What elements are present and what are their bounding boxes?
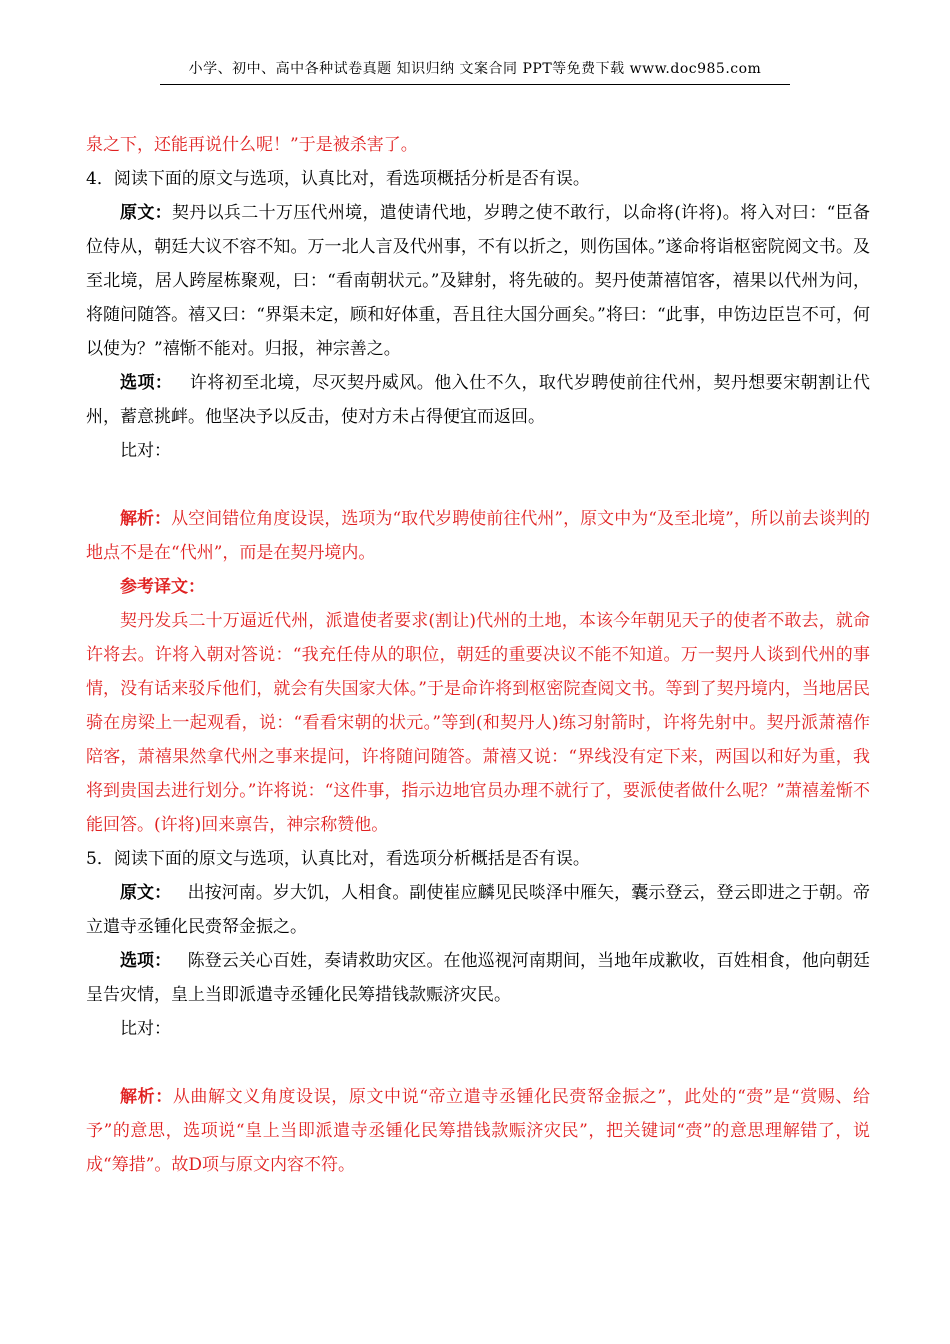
q5-analysis (86, 1080, 870, 1182)
document-body (86, 128, 870, 1182)
q4-original-label: 原文： (120, 203, 172, 223)
q5-original-label: 原文： (120, 883, 172, 903)
q4-compare-label: 比对： (120, 441, 171, 461)
q5-original (86, 876, 870, 944)
q4-original (86, 196, 870, 366)
header-divider (160, 84, 790, 85)
q5-analysis-text: 从曲解文义角度设误，原文中说“帝立遣寺丞锺化民赍帑金振之”，此处的“赍”是“赏赐、给予”的意思，选项说“皇上当即派遣寺丞锺化民筹措钱款赈济灾民”，把关键词“赍”的意思理解错了，说成“筹措”。故D项与原文内容不符。 (86, 1087, 871, 1175)
q4-option-text: 许将初至北境，尽灭契丹威风。他入仕不久，取代岁聘使前往代州，契丹想要宋朝割让代州，蓄意挑衅。他坚决予以反击，使对方未占得便宜而返回。 (86, 373, 871, 427)
q4-option (86, 366, 870, 434)
q5-title: 5．阅读下面的原文与选项，认真比对，看选项分析概括是否有误。 (86, 849, 590, 869)
q4-title: 4．阅读下面的原文与选项，认真比对，看选项概括分析是否有误。 (86, 169, 590, 189)
page-header: 小学、初中、高中各种试卷真题 知识归纳 文案合同 PPT等免费下载 www.doc985.com (188, 61, 762, 77)
q5-compare-label: 比对： (120, 1019, 171, 1039)
q5-option-text: 陈登云关心百姓，奏请救助灾区。在他巡视河南期间，当地年成歉收，百姓相食，他向朝廷呈告灾情，皇上当即派遣寺丞锺化民筹措钱款赈济灾民。 (86, 951, 871, 1005)
q4-translation-label: 参考译文： (120, 577, 205, 597)
q4-original-text: 契丹以兵二十万压代州境，遣使请代地，岁聘之使不敢行，以命将(许将)。将入对曰：“臣备位侍从，朝廷大议不容不知。万一北人言及代州事，不有以折之，则伤国体。”遂命将诣枢密院阅文书。及至北境，居人跨屋栋聚观，曰：“看南朝状元。”及肄射，将先破的。契丹使萧禧馆客，禧果以代州为问，将随问随答。禧又曰：“界渠未定，顾和好体重，吾且往大国分画矣。”将曰：“此事，申饬边臣岂不可，何以使为？”禧惭不能对。归报，神宗善之。 (86, 203, 870, 359)
q5-option-label: 选项： (120, 951, 172, 971)
q5-analysis-label: 解析： (120, 1087, 173, 1107)
q5-original-text: 出按河南。岁大饥，人相食。副使崔应麟见民啖泽中雁矢，囊示登云，登云即进之于朝。帝立遣寺丞锺化民赍帑金振之。 (86, 883, 871, 937)
continuation-text: 泉之下，还能再说什么呢！”于是被杀害了。 (86, 135, 418, 155)
q4-analysis-label: 解析： (120, 509, 172, 529)
q4-analysis (86, 502, 870, 570)
q4-analysis-text: 从空间错位角度设误，选项为“取代岁聘使前往代州”，原文中为“及至北境”，所以前去谈判的地点不是在“代州”，而是在契丹境内。 (86, 509, 871, 563)
q4-option-label: 选项： (120, 373, 173, 393)
q4-translation-text: 契丹发兵二十万逼近代州，派遣使者要求(割让)代州的土地，本该今年朝见天子的使者不敢去，就命许将去。许将入朝对答说：“我充任侍从的职位，朝廷的重要决议不能不知道。万一契丹人谈到代州的事情，没有话来驳斥他们，就会有失国家大体。”于是命许将到枢密院查阅文书。等到了契丹境内，当地居民骑在房梁上一起观看，说：“看看宋朝的状元。”等到(和契丹人)练习射箭时，许将先射中。契丹派萧禧作陪客，萧禧果然拿代州之事来提问，许将随问随答。萧禧又说：“界线没有定下来，两国以和好为重，我将到贵国去进行划分。”许将说：“这件事，指示边地官员办理不就行了，要派使者做什么呢？”萧禧羞惭不能回答。(许将)回来禀告，神宗称赞他。 (86, 611, 870, 835)
q5-option (86, 944, 870, 1012)
